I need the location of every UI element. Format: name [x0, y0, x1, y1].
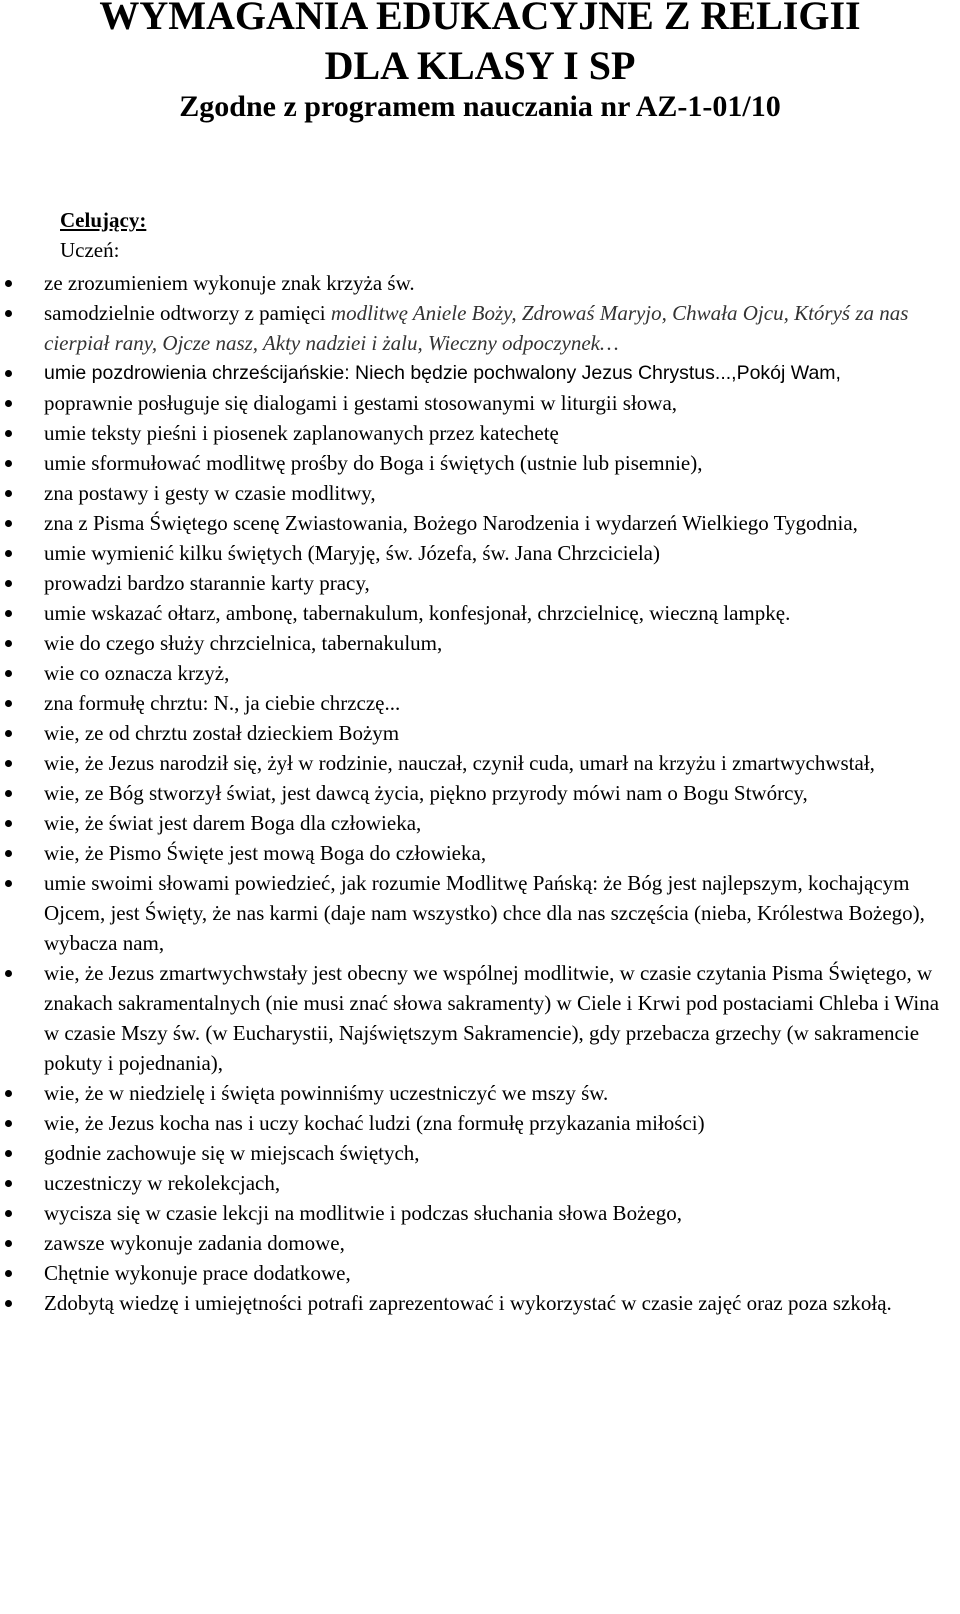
item-text: umie pozdrowienia chrześcijańskie: Niech będzie pochwalony Jezus Chrystus...,Pokój Wam,	[44, 362, 841, 384]
list-item	[0, 718, 940, 748]
list-item	[0, 1198, 940, 1228]
list-item	[0, 628, 940, 658]
list-item	[0, 298, 940, 358]
item-text: uczestniczy w rekolekcjach,	[44, 1171, 281, 1195]
item-text: umie teksty pieśni i piosenek zaplanowanych przez katechetę	[44, 421, 559, 445]
item-text: Zdobytą wiedzę i umiejętności potrafi zaprezentować i wykorzystać w czasie zajęć oraz poza szkołą.	[44, 1291, 892, 1315]
list-item	[0, 748, 940, 778]
item-text: zna formułę chrztu: N., ja ciebie chrzczę...	[44, 691, 401, 715]
item-text: ze zrozumieniem wykonuje znak krzyża św.	[44, 271, 415, 295]
item-text: wie, że świat jest darem Boga dla człowieka,	[44, 811, 422, 835]
list-item	[0, 688, 940, 718]
item-text: wycisza się w czasie lekcji na modlitwie i podczas słuchania słowa Bożego,	[44, 1201, 682, 1225]
prayer-list-italic: modlitwę Aniele Boży, Zdrowaś Maryjo, Chwała Ojcu, Któryś za nas cierpiał rany, Ojcze nasz, Akty nadziei i żalu, Wieczny odpoczynek…	[44, 301, 909, 355]
item-text: wie, że w niedzielę i święta powinniśmy uczestniczyć we mszy św.	[44, 1081, 609, 1105]
list-item	[0, 448, 940, 478]
grade-heading: Celujący:	[60, 208, 147, 232]
list-item	[0, 418, 940, 448]
document-subtitle: Zgodne z programem nauczania nr AZ-1-01/10	[179, 90, 781, 123]
item-text: wie do czego służy chrzcielnica, tabernakulum,	[44, 631, 443, 655]
item-text: poprawnie posługuje się dialogami i gestami stosowanymi w liturgii słowa,	[44, 391, 678, 415]
list-item	[0, 1288, 940, 1318]
item-text: wie, że Jezus zmartwychwstały jest obecny we wspólnej modlitwie, w czasie czytania Pisma Świętego, w znakach sakramentalnych (nie musi znać słowa sakramenty) w Ciele i Krwi pod postaciami Chleba i Wina w czasie Mszy św. (w Eucharystii, Najświętszym Sakramencie), gdy przebacza grzechy (w sakramencie pokuty i pojednania),	[44, 961, 940, 1075]
item-text: wie co oznacza krzyż,	[44, 661, 230, 685]
list-item	[0, 268, 940, 298]
list-item	[0, 958, 940, 1078]
item-text: zawsze wykonuje zadania domowe,	[44, 1231, 345, 1255]
item-text: umie wymienić kilku świętych (Maryję, św. Józefa, św. Jana Chrzciciela)	[44, 541, 660, 565]
document-title: WYMAGANIA EDUKACYJNE Z RELIGII	[99, 0, 861, 38]
list-item	[0, 658, 940, 688]
list-item	[0, 1078, 940, 1108]
list-item	[0, 598, 940, 628]
item-text: zna postawy i gesty w czasie modlitwy,	[44, 481, 376, 505]
list-item	[0, 388, 940, 418]
list-item	[0, 1168, 940, 1198]
item-text: wie, że Jezus kocha nas i uczy kochać ludzi (zna formułę przykazania miłości)	[44, 1111, 705, 1135]
item-text: wie, że Jezus narodził się, żył w rodzinie, nauczał, czynił cuda, umarł na krzyżu i zmartwychwstał,	[44, 751, 875, 775]
list-item	[0, 568, 940, 598]
item-text: zna z Pisma Świętego scenę Zwiastowania, Bożego Narodzenia i wydarzeń Wielkiego Tygodnia,	[44, 511, 858, 535]
item-text: wie, ze od chrztu został dzieckiem Bożym	[44, 721, 400, 745]
item-text: umie wskazać ołtarz, ambonę, tabernakulum, konfesjonał, chrzcielnicę, wieczną lampkę.	[44, 601, 791, 625]
list-item	[0, 538, 940, 568]
requirements-list	[0, 268, 940, 1318]
list-item	[0, 358, 940, 388]
list-item	[0, 1108, 940, 1138]
item-text: Chętnie wykonuje prace dodatkowe,	[44, 1261, 351, 1285]
list-item	[0, 478, 940, 508]
item-text: godnie zachowuje się w miejscach świętych,	[44, 1141, 420, 1165]
item-text: wie, ze Bóg stworzył świat, jest dawcą życia, piękno przyrody mówi nam o Bogu Stwórcy,	[44, 781, 808, 805]
list-item	[0, 508, 940, 538]
list-item	[0, 1258, 940, 1288]
student-label: Uczeń:	[60, 238, 120, 262]
list-item	[0, 838, 940, 868]
item-text: umie swoimi słowami powiedzieć, jak rozumie Modlitwę Pańską: że Bóg jest najlepszym, kochającym Ojcem, jest Święty, że nas karmi (daje nam wszystko) chce dla nas szczęścia (nieba, Królestwa Bożego), wybacza nam,	[44, 871, 925, 955]
list-item	[0, 1228, 940, 1258]
item-text: samodzielnie odtworzy z pamięci	[44, 301, 331, 325]
document-title-class: DLA KLASY I SP	[324, 43, 636, 88]
item-text: umie sformułować modlitwę prośby do Boga i świętych (ustnie lub pisemnie),	[44, 451, 703, 475]
item-text: wie, że Pismo Święte jest mową Boga do człowieka,	[44, 841, 487, 865]
item-text: prowadzi bardzo starannie karty pracy,	[44, 571, 370, 595]
list-item	[0, 1138, 940, 1168]
list-item	[0, 808, 940, 838]
list-item	[0, 868, 940, 958]
list-item	[0, 778, 940, 808]
